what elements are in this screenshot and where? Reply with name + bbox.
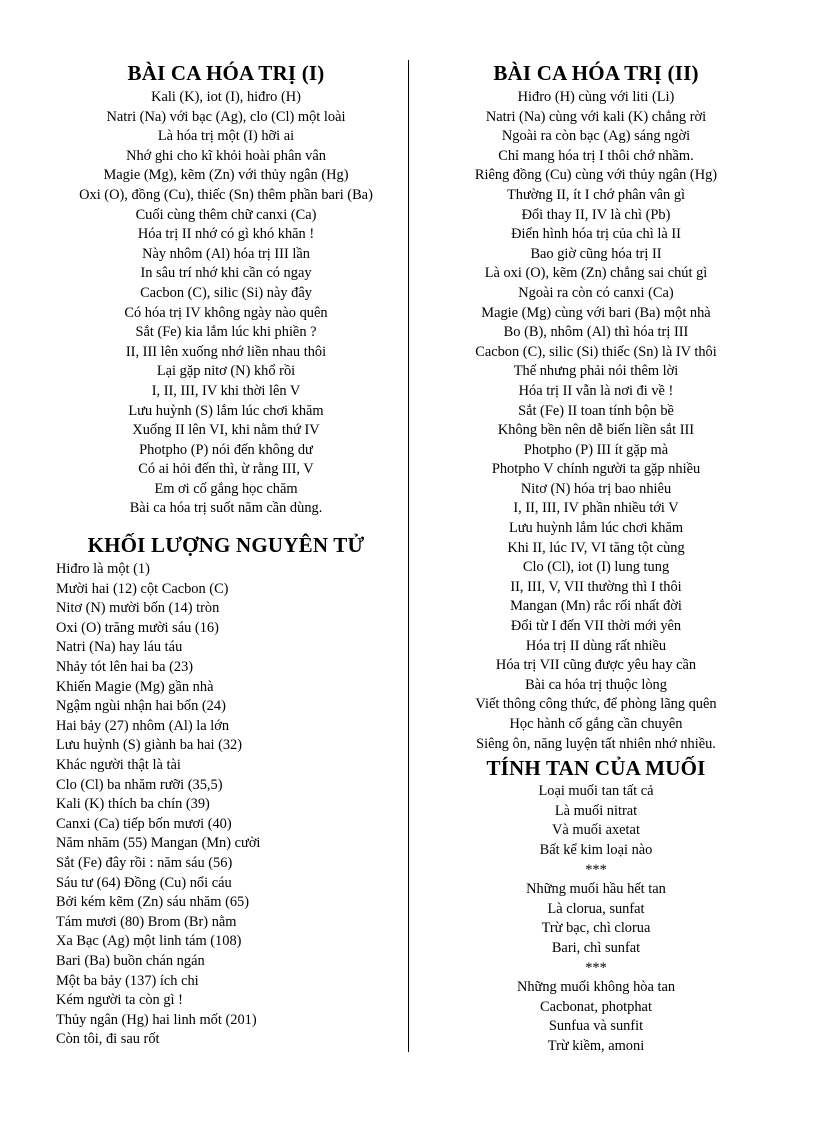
atomic-mass-poem [48,560,404,1050]
poem-line: Hóa trị II nhớ có gì khó khăn ! [137,226,315,243]
poem-line: Hóa trị II vẫn là nơi đi về ! [518,382,674,399]
poem-line: Hiđro (H) cùng với liti (Li) [517,89,675,105]
poem-line: Một ba bảy (137) ích chi [56,972,199,989]
poem-line: Trừ kiềm, amoni [547,1037,645,1054]
poem-line: Bari (Ba) buồn chán ngán [56,952,205,969]
poem-line: Sắt (Fe) kia lắm lúc khi phiền ? [135,324,317,341]
poem-line: Thường II, ít I chớ phân vân gì [506,186,686,203]
title-valence-poem-2: BÀI CA HÓA TRỊ (II) [493,61,699,85]
poem-line: Cacbon (C), silic (Si) này đây [140,284,312,301]
poem-line: Lưu huỳnh (S) giành ba hai (32) [56,737,243,754]
poem-line: Nhớ ghi cho kĩ khỏi hoài phân vân [126,147,326,164]
poem-line: Bởi kém kẽm (Zn) sáu nhăm (65) [56,894,250,911]
salt-solubility-poem [414,782,778,1056]
poem-line: Điển hình hóa trị của chì là II [511,226,681,243]
poem-line: Ngoài ra còn bạc (Ag) sáng ngời [501,128,691,145]
title-salt-solubility: TÍNH TAN CỦA MUỐI [486,756,706,781]
poem-line: Hiđro là một (1) [56,561,150,578]
poem-line: Nitơ (N) hóa trị bao nhiêu [520,480,672,497]
poem-line: Mười hai (12) cột Cacbon (C) [56,580,229,597]
poem-line: Xa Bạc (Ag) một linh tám (108) [56,933,242,950]
poem-line: Kém người ta còn gì ! [56,992,183,1009]
poem-line: Lại gặp nitơ (N) khổ rồi [156,363,296,380]
poem-line: I, II, III, IV phần nhiều tới V [513,500,679,517]
poem-line: Là clorua, sunfat [547,900,645,917]
poem-line: Cuối cùng thêm chữ canxi (Ca) [135,206,317,223]
poem-line: Cacbon (C), silic (Si) thiếc (Sn) là IV thôi [475,343,717,360]
poem-line: Photpho (P) nói đến không dư [139,441,313,458]
poem-line: Là muối nitrat [554,802,638,819]
poem-line: Clo (Cl) ba nhăm rưỡi (35,5) [56,776,223,793]
poem-line: Kali (K) thích ba chín (39) [56,796,210,813]
title-valence-poem-1: BÀI CA HÓA TRỊ (I) [127,61,325,85]
poem-line: Tám mươi (80) Brom (Br) nằm [56,913,237,930]
poem-line: Thủy ngân (Hg) hai linh mốt (201) [56,1011,257,1028]
poem-line: Riêng đồng (Cu) cùng với thủy ngân (Hg) [474,167,718,184]
poem-line: Là oxi (O), kẽm (Zn) chẳng sai chút gì [484,265,708,282]
poem-line: Sắt (Fe) đây rồi : năm sáu (56) [56,854,233,871]
poem-line: Không bền nên dễ biến liền sắt III [497,422,695,439]
poem-line: Bari, chì sunfat [551,939,641,956]
poem-line: Đổi thay II, IV là chì (Pb) [521,206,671,223]
poem-line: Photpho (P) III ít gặp mà [523,441,669,458]
poem-line: Này nhôm (Al) hóa trị III lần [142,245,310,262]
poem-line: Khác người thật là tài [56,757,181,773]
poem-line: Hóa trị II dùng rất nhiều [525,637,667,654]
poem-line: Nitơ (N) mười bốn (14) tròn [56,600,220,617]
poem-line: Ngoài ra còn có canxi (Ca) [518,284,674,301]
poem-line: Sunfua và sunfit [548,1018,644,1035]
poem-line: Magie (Mg) cùng với bari (Ba) một nhà [481,304,711,321]
poem-line: Bo (B), nhôm (Al) thì hóa trị III [503,324,689,341]
poem-line: Có hóa trị IV không ngày nào quên [124,304,328,321]
poem-line: Năm nhăm (55) Mangan (Mn) cười [56,835,261,852]
poem-line: II, III lên xuống nhớ liền nhau thôi [125,343,327,360]
column-divider [408,60,409,1052]
poem-line: Natri (Na) với bạc (Ag), clo (Cl) một loài [106,108,346,125]
poem-line: Bài ca hóa trị thuộc lòng [525,676,667,693]
poem-line: Những muối không hòa tan [516,979,676,996]
poem-line: Chỉ mang hóa trị I thôi chớ nhầm. [498,147,694,164]
poem-line: Viết thông công thức, để phòng lãng quên [475,696,717,713]
left-column [48,58,404,1050]
poem-line: Sắt (Fe) II toan tính bộn bề [518,402,674,419]
poem-line: Bài ca hóa trị suốt năm cần dùng. [129,500,323,517]
poem-line: Ngậm ngùi nhận hai bốn (24) [56,698,226,715]
poem-line: Canxi (Ca) tiếp bốn mươi (40) [56,815,232,832]
poem-line: Loại muối tan tất cả [538,783,654,800]
poem-line: Natri (Na) cùng với kali (K) chẳng rời [485,108,707,125]
poem-line: Trừ bạc, chì clorua [541,920,651,937]
poem-line: Bao giờ cũng hóa trị II [530,245,662,262]
poem-line: Và muối axetat [552,822,640,839]
right-column [414,58,778,1057]
poem-line: I, II, III, IV khi thời lên V [151,382,301,399]
poem-line: Lưu huỳnh lắm lúc chơi khăm [508,520,684,537]
poem-line: *** [585,959,607,976]
poem-line: Thế nhưng phải nói thêm lời [513,363,679,380]
poem-line: Hóa trị VII cũng được yêu hay cần [495,657,697,674]
poem-line: Đổi từ I đến VII thời mới yên [510,618,682,635]
poem-line: *** [585,861,607,878]
poem-line: Xuống II lên VI, khi nằm thứ IV [132,422,320,439]
poem-line: Clo (Cl), iot (I) lung tung [522,559,670,576]
poem-line: Cacbonat, photphat [540,998,652,1015]
poem-line: Oxi (O) trăng mười sáu (16) [56,619,219,636]
poem-line: Có ai hỏi đến thì, ừ rằng III, V [138,461,314,478]
title-atomic-mass-poem: KHỐI LƯỢNG NGUYÊN TỬ [87,533,365,558]
poem-line: II, III, V, VII thường thì I thôi [510,578,682,595]
poem-line: Những muối hầu hết tan [526,881,666,898]
poem-line: In sâu trí nhớ khi cần có ngay [140,265,312,282]
poem-line: Bất kể kim loại nào [539,841,653,858]
poem-line: Lưu huỳnh (S) lắm lúc chơi khăm [128,402,324,419]
valence-poem-1 [48,88,404,519]
poem-line: Là hóa trị một (I) hỡi ai [157,128,295,145]
poem-line: Magie (Mg), kẽm (Zn) với thủy ngân (Hg) [103,167,349,184]
poem-line: Natri (Na) hay láu táu [56,639,183,656]
poem-line: Sáu tư (64) Đồng (Cu) nổi cáu [56,874,232,891]
poem-line: Còn tôi, đi sau rốt [56,1031,160,1048]
poem-line: Oxi (O), đồng (Cu), thiếc (Sn) thêm phần bari (Ba) [79,186,373,203]
poem-line: Học hành cố gắng cần chuyên [509,716,683,732]
poem-line: Kali (K), iot (I), hiđro (H) [151,89,301,105]
poem-line: Khi II, lúc IV, VI tăng tột cùng [507,539,685,556]
poem-line: Em ơi cố gắng học chăm [154,480,298,497]
poem-line: Photpho V chính người ta gặp nhiều [491,461,701,478]
valence-poem-2 [414,88,778,754]
poem-line: Khiến Magie (Mg) gần nhà [56,678,214,695]
poem-line: Hai bảy (27) nhôm (Al) la lớn [56,717,230,734]
poem-line: Nhảy tót lên hai ba (23) [56,659,194,676]
poem-line: Siêng ôn, năng luyện tất nhiên nhớ nhiều. [476,735,716,752]
poem-line: Mangan (Mn) rắc rối nhất đời [510,598,682,615]
